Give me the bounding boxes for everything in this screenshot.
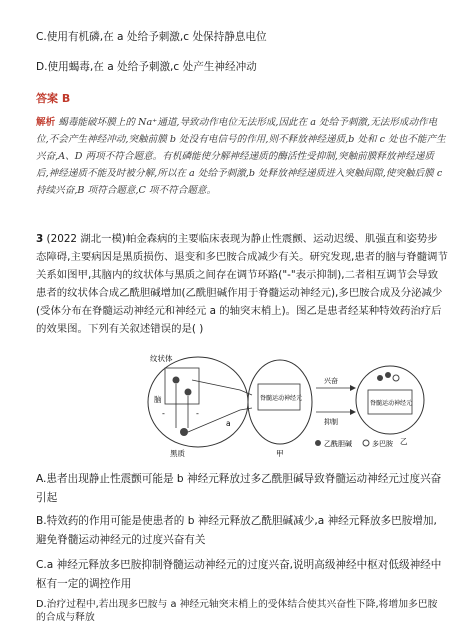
analysis-text: 蝎毒能破坏膜上的 Na⁺通道,导致动作电位无法形成,因此在 a 处给予刺激,无法形成动作电位,不会产生神经冲动,突触前膜 b 处没有电信号的作用,则不释放神经递质,b 处和 c 处也不能产生兴奋,A、D 两项不符合题意。有机磷能使分解神经递质的酶活性受抑制,突触前膜释放神经递质后,神经递质不能及时被分解,所以在 a 处给予刺激,b 处释放神经递质进入突触间隙,使突触后膜 c 持续兴奋,B 项符合题意,C 项不符合题意。 bbox=[36, 117, 446, 196]
receptor-cluster-2 bbox=[385, 372, 391, 378]
striatum-label: 纹状体 bbox=[150, 354, 173, 363]
substantia-neuron bbox=[180, 428, 188, 436]
minus-sign-1: - bbox=[196, 409, 199, 418]
option-d: D.治疗过程中,若出现多巴胺与 a 神经元轴突末梢上的受体结合使其兴奋性下降,将增加多巴胺的合成与释放 bbox=[36, 599, 438, 623]
minus-sign-2: - bbox=[162, 409, 165, 418]
receptor-cluster-3 bbox=[393, 375, 399, 381]
yi-label: 乙 bbox=[400, 437, 408, 446]
neuron-a-label: a bbox=[226, 419, 231, 428]
substantia-label: 黑质 bbox=[170, 449, 185, 458]
excite-label: 兴奋 bbox=[324, 377, 338, 385]
brain-outline bbox=[148, 357, 248, 447]
question-source: (2022 湖北一模) bbox=[46, 233, 126, 245]
option-c-prev: C.使用有机磷,在 a 处给予刺激,c 处保持静息电位 bbox=[36, 31, 267, 43]
question-stem: 帕金森病的主要临床表现为静止性震颤、运动迟缓、肌强直和姿势步态障碍,主要病因是黑质损伤、退变和多巴胺合成减少有关。研究发现,患者的脑与脊髓调节关系如图甲,其脑内的纹状体与黑质之间存在调节环路("-"表示抑制),二者相互调节会导致患者的纹状体合成乙酰胆碱增加(乙酰胆碱作用于脊髓运动神经元),多巴胺合成及分泌减少(受体分布在脊髓运动神经元和神经元 a 的轴突末梢上)。图乙是患者经某种特效药治疗后的效果图。下列有关叙述错误的是( ) bbox=[36, 233, 448, 335]
analysis-block bbox=[36, 114, 446, 199]
question-number: 3 bbox=[36, 233, 44, 245]
legend-da-icon bbox=[363, 440, 369, 446]
legend-ach-label: 乙酰胆碱 bbox=[324, 440, 352, 448]
question-3 bbox=[36, 230, 448, 338]
option-b: B.特效药的作用可能是使患者的 b 神经元释放乙酰胆碱减少,a 神经元释放多巴胺增加,避免脊髓运动神经元的过度兴奋有关 bbox=[36, 515, 437, 546]
inhibit-label: 抑制 bbox=[324, 418, 338, 426]
spinal-label-jia: 脊髓运动神经元 bbox=[260, 395, 303, 402]
striatum-neuron-2 bbox=[185, 389, 192, 396]
brain-label: 脑 bbox=[154, 395, 162, 404]
answer-label: 答案 B bbox=[36, 92, 71, 105]
analysis-tag: 解析 bbox=[36, 117, 56, 128]
inhibit-arrowhead bbox=[350, 409, 356, 415]
spinal-label-yi: 脊髓运动神经元 bbox=[370, 400, 413, 407]
jia-label: 甲 bbox=[276, 449, 284, 458]
option-a: A.患者出现静止性震颤可能是 b 神经元释放过多乙酰胆碱导致脊髓运动神经元过度兴奋引起 bbox=[36, 473, 442, 504]
option-d-prev: D.使用蝎毒,在 a 处给予刺激,c 处产生神经冲动 bbox=[36, 61, 257, 73]
receptor-cluster-1 bbox=[377, 375, 383, 381]
legend-ach-icon bbox=[315, 440, 321, 446]
striatum-box bbox=[165, 368, 199, 404]
legend-da-label: 多巴胺 bbox=[372, 440, 393, 448]
excite-arrowhead bbox=[350, 385, 356, 391]
striatum-neuron-1 bbox=[173, 377, 180, 384]
figure-diagram bbox=[140, 350, 440, 465]
option-c: C.a 神经元释放多巴胺抑制脊髓运动神经元的过度兴奋,说明高级神经中枢对低级神经中枢有一定的调控作用 bbox=[36, 559, 442, 590]
